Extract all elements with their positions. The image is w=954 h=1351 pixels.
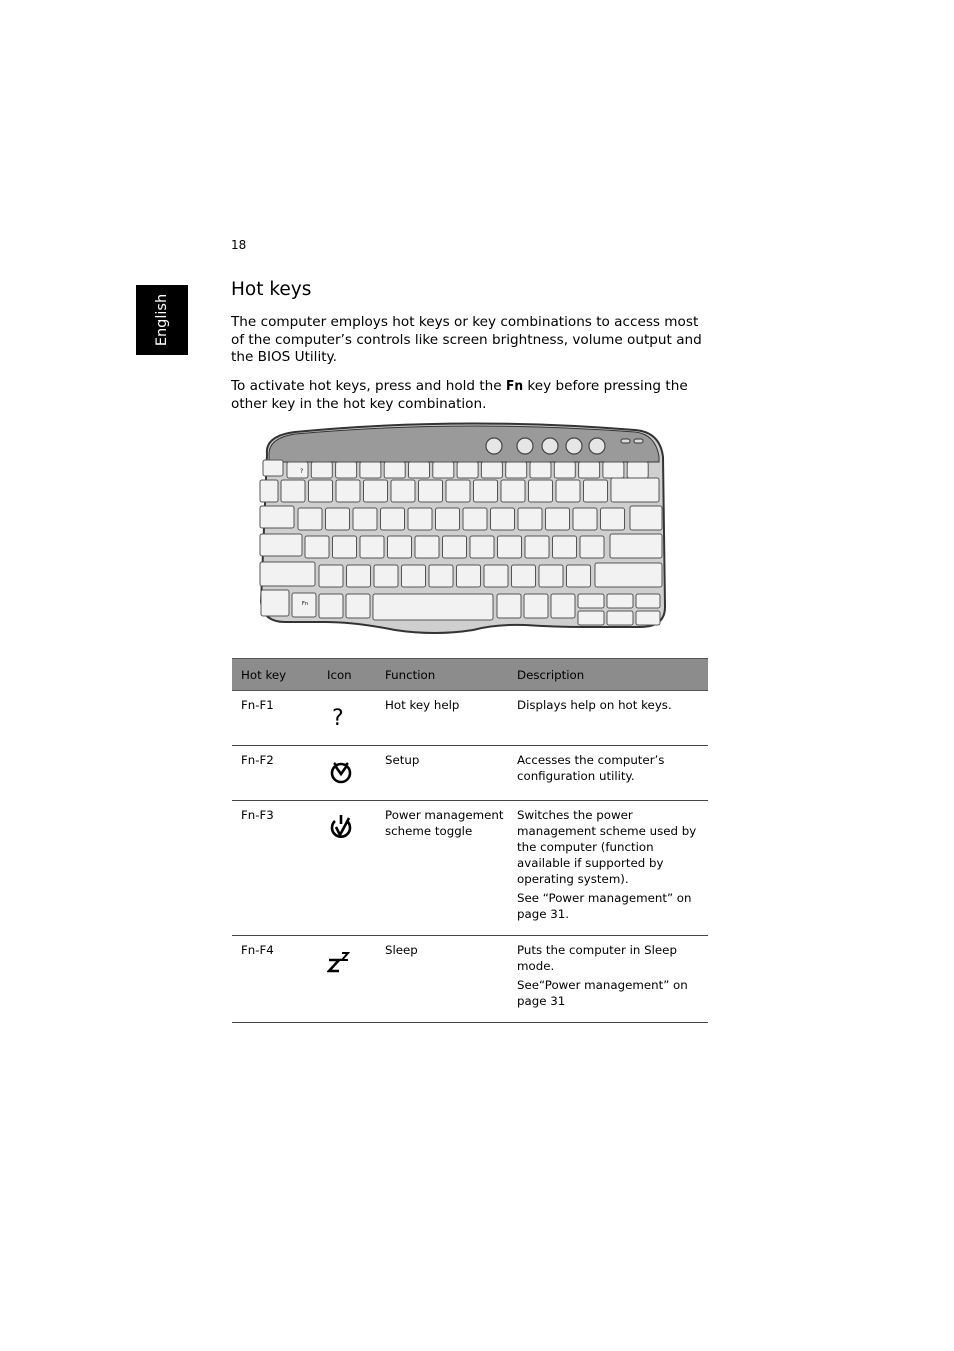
keyboard-key <box>580 536 604 558</box>
f1-key-symbol: ? <box>300 468 304 475</box>
description-cell <box>508 936 708 1023</box>
keyboard-key <box>524 594 548 618</box>
description-cell <box>508 691 708 746</box>
header-icon: Icon <box>318 659 376 691</box>
keyboard-key <box>333 536 357 558</box>
keyboard-key <box>260 506 294 528</box>
description-text: Switches the power management scheme used by the computer (function available if supported by operating system). <box>517 808 697 886</box>
keyboard-key <box>603 462 624 478</box>
keyboard-key <box>630 506 662 530</box>
keyboard-key <box>319 565 343 587</box>
keyboard-key <box>336 480 360 502</box>
header-description: Description <box>508 659 708 691</box>
fn-key-label: Fn <box>506 378 524 394</box>
keyboard-key <box>551 594 575 618</box>
keyboard-key <box>409 462 430 478</box>
keyboard-key <box>319 594 343 618</box>
keyboard-key <box>573 508 597 530</box>
keyboard-key <box>518 508 542 530</box>
description-cell <box>508 746 708 801</box>
header-hotkey: Hot key <box>232 659 318 691</box>
keyboard-key <box>415 536 439 558</box>
function-key <box>311 462 332 478</box>
keyboard-key <box>501 480 525 502</box>
keyboard-key <box>391 480 415 502</box>
table-row <box>232 936 708 1023</box>
keyboard-key <box>579 462 600 478</box>
keyboard-keys <box>260 460 662 625</box>
table-row <box>232 801 708 936</box>
function-cell: Hot key help <box>376 691 508 746</box>
keyboard-key <box>260 480 278 502</box>
keyboard-key <box>539 565 563 587</box>
language-tab <box>136 285 188 355</box>
keyboard-key <box>263 460 283 476</box>
keyboard-key <box>305 536 329 558</box>
keyboard-key <box>481 462 502 478</box>
keyboard-key <box>260 562 315 586</box>
svg-text:?: ? <box>332 706 344 731</box>
activation-paragraph <box>231 378 709 413</box>
keyboard-key <box>388 536 412 558</box>
keyboard-key <box>346 594 370 618</box>
keyboard-key <box>584 480 608 502</box>
space-bar <box>373 594 493 620</box>
keyboard-key <box>419 480 443 502</box>
table-row <box>232 746 708 801</box>
description-text: Displays help on hot keys. <box>517 698 672 712</box>
keyboard-key <box>298 508 322 530</box>
keyboard-illustration <box>255 422 667 634</box>
keyboard-key <box>611 478 659 502</box>
keyboard-key <box>636 594 660 608</box>
keyboard-key <box>381 508 405 530</box>
keyboard-key <box>553 536 577 558</box>
keyboard-key <box>601 508 625 530</box>
function-cell: Sleep <box>376 936 508 1023</box>
page-number: 18 <box>231 238 247 252</box>
function-cell: Power management scheme toggle <box>376 801 508 936</box>
page-title: Hot keys <box>231 279 312 300</box>
description-cell <box>508 801 708 936</box>
function-cell: Setup <box>376 746 508 801</box>
keyboard-key <box>360 536 384 558</box>
keyboard-key <box>402 565 426 587</box>
keyboard-key <box>627 462 648 478</box>
table-header-row <box>232 659 708 691</box>
keyboard-key <box>326 508 350 530</box>
keyboard-key <box>429 565 453 587</box>
keyboard-key <box>436 508 460 530</box>
keyboard-key <box>474 480 498 502</box>
keyboard-key <box>498 536 522 558</box>
question-mark-icon <box>327 703 355 731</box>
keyboard-key <box>374 565 398 587</box>
hotkey-cell: Fn-F4 <box>232 936 318 1023</box>
header-function: Function <box>376 659 508 691</box>
hotkeys-table <box>232 658 708 1023</box>
keyboard-key <box>556 480 580 502</box>
language-tab-label: English <box>154 293 170 347</box>
keyboard-key <box>384 462 405 478</box>
keyboard-key <box>506 462 527 478</box>
keyboard-key <box>457 565 481 587</box>
keyboard-key <box>636 611 660 625</box>
keyboard-key <box>364 480 388 502</box>
keyboard-key <box>525 536 549 558</box>
keyboard-key <box>610 534 662 558</box>
function-key <box>287 462 308 478</box>
description-text: Accesses the computer’s configuration utility. <box>517 753 665 783</box>
setup-clock-icon <box>327 758 355 786</box>
keyboard-key <box>470 536 494 558</box>
description-reference: See“Power management” on page 31 <box>517 978 688 1008</box>
keyboard-key <box>457 462 478 478</box>
table-row <box>232 691 708 746</box>
power-management-icon <box>327 813 355 841</box>
keyboard-key <box>463 508 487 530</box>
keyboard-key <box>347 565 371 587</box>
keyboard-key <box>567 565 591 587</box>
activation-text-end: key before pressing the other key in the hot key combination. <box>231 378 688 412</box>
intro-paragraph: The computer employs hot keys or key combinations to access most of the computer’s controls like screen brightness, volume output and the BIOS Utility. <box>231 314 702 366</box>
keyboard-key <box>607 594 633 608</box>
function-key <box>336 462 357 478</box>
keyboard-key <box>484 565 508 587</box>
fn-key-text: Fn <box>302 601 309 607</box>
keyboard-key <box>607 611 633 625</box>
keyboard-key <box>260 534 302 556</box>
keyboard-key <box>497 594 521 618</box>
keyboard-key <box>529 480 553 502</box>
hotkey-cell: Fn-F1 <box>232 691 318 746</box>
keyboard-key <box>530 462 551 478</box>
keyboard-key <box>353 508 377 530</box>
description-reference: See “Power management” on page 31. <box>517 891 692 921</box>
keyboard-key <box>546 508 570 530</box>
keyboard-key <box>408 508 432 530</box>
keyboard-key <box>512 565 536 587</box>
keyboard-key <box>554 462 575 478</box>
keyboard-key <box>595 563 662 587</box>
keyboard-key <box>578 611 604 625</box>
function-key <box>360 462 381 478</box>
hotkey-cell: Fn-F2 <box>232 746 318 801</box>
description-text: Puts the computer in Sleep mode. <box>517 943 677 973</box>
hotkey-cell: Fn-F3 <box>232 801 318 936</box>
sleep-icon <box>327 948 355 976</box>
keyboard-key <box>281 480 305 502</box>
keyboard-key <box>309 480 333 502</box>
keyboard-key <box>433 462 454 478</box>
keyboard-key <box>491 508 515 530</box>
keyboard-key <box>261 590 289 616</box>
keyboard-key <box>446 480 470 502</box>
keyboard-key <box>443 536 467 558</box>
activation-text-start: To activate hot keys, press and hold the <box>231 378 506 394</box>
keyboard-key <box>578 594 604 608</box>
